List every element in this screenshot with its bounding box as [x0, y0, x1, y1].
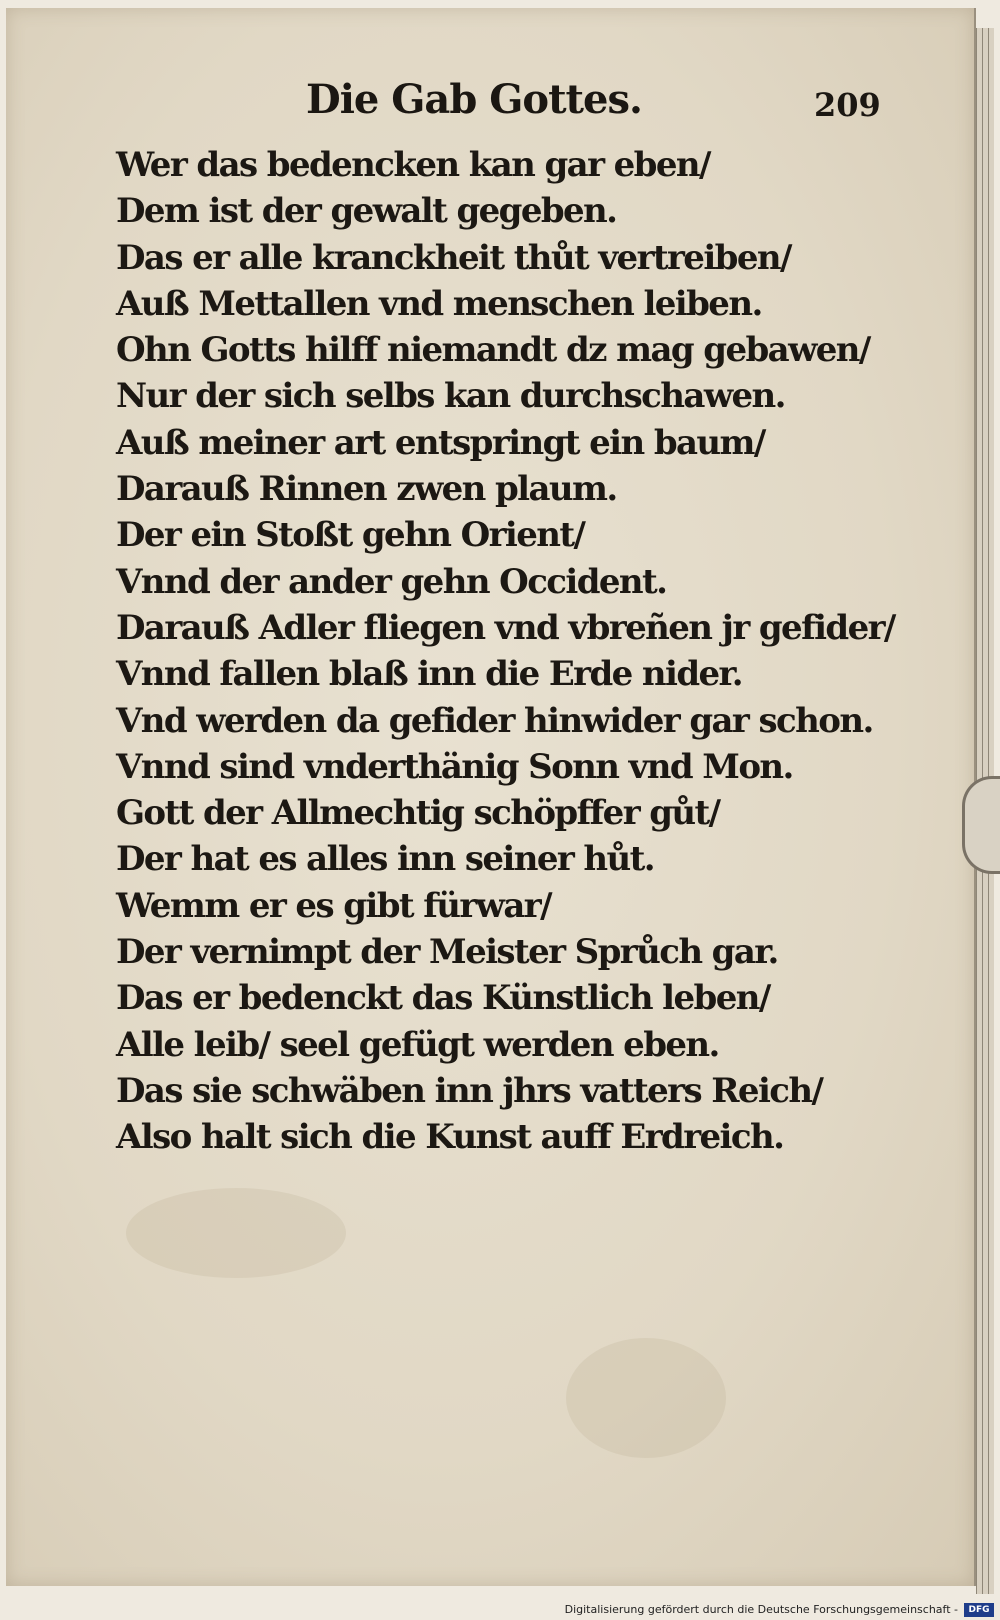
verse-line: Auß meiner art entspringt ein baum/: [116, 422, 765, 463]
paper-stain: [566, 1338, 726, 1458]
verse-text: [116, 142, 916, 1161]
verse-line: Auß Mettallen vnd menschen leiben.: [116, 283, 762, 324]
digitization-credit: Digitalisierung gefördert durch die Deutsche Forschungsgemeinschaft -: [564, 1603, 958, 1616]
page-number: 209: [814, 86, 881, 124]
verse-line: Vnnd sind vnderthänig Sonn vnd Mon.: [116, 746, 793, 787]
verse-line: Vnnd der ander gehn Occident.: [116, 561, 667, 602]
verse-line: Also halt sich die Kunst auff Erdreich.: [116, 1117, 784, 1158]
verse-line: Vnd werden da gefider hinwider gar schon.: [116, 700, 873, 741]
verse-line: Wemm er es gibt fürwar/: [116, 885, 551, 926]
dfg-logo: DFG: [964, 1603, 994, 1617]
verse-line: Ohn Gotts hilff niemandt dz mag gebawen/: [116, 330, 870, 371]
verse-line: Das er bedenckt das Künstlich leben/: [116, 978, 770, 1019]
verse-line: Nur der sich selbs kan durchschawen.: [116, 376, 785, 417]
verse-line: Darauß Rinnen zwen plaum.: [116, 469, 617, 510]
running-head: Die Gab Gottes.: [306, 76, 642, 123]
book-page: [6, 8, 976, 1586]
verse-line: Dem ist der gewalt gegeben.: [116, 191, 617, 232]
verse-line: Das sie schwäben inn jhrs vatters Reich/: [116, 1070, 823, 1111]
verse-line: Alle leib/ seel gefügt werden eben.: [116, 1024, 719, 1065]
verse-line: Darauß Adler fliegen vnd vbreñen jr gefider/: [116, 607, 895, 648]
paper-stain: [126, 1188, 346, 1278]
verse-line: Gott der Allmechtig schöpffer gůt/: [116, 793, 720, 834]
verse-line: Das er alle kranckheit thůt vertreiben/: [116, 237, 791, 278]
verse-line: Vnnd fallen blaß inn die Erde nider.: [116, 654, 742, 695]
verse-line: Der vernimpt der Meister Sprůch gar.: [116, 932, 778, 973]
book-clasp: [962, 776, 1000, 874]
verse-line: Der ein Stoßt gehn Orient/: [116, 515, 585, 556]
verse-line: Der hat es alles inn seiner hůt.: [116, 839, 655, 880]
verse-line: Wer das bedencken kan gar eben/: [116, 145, 710, 185]
